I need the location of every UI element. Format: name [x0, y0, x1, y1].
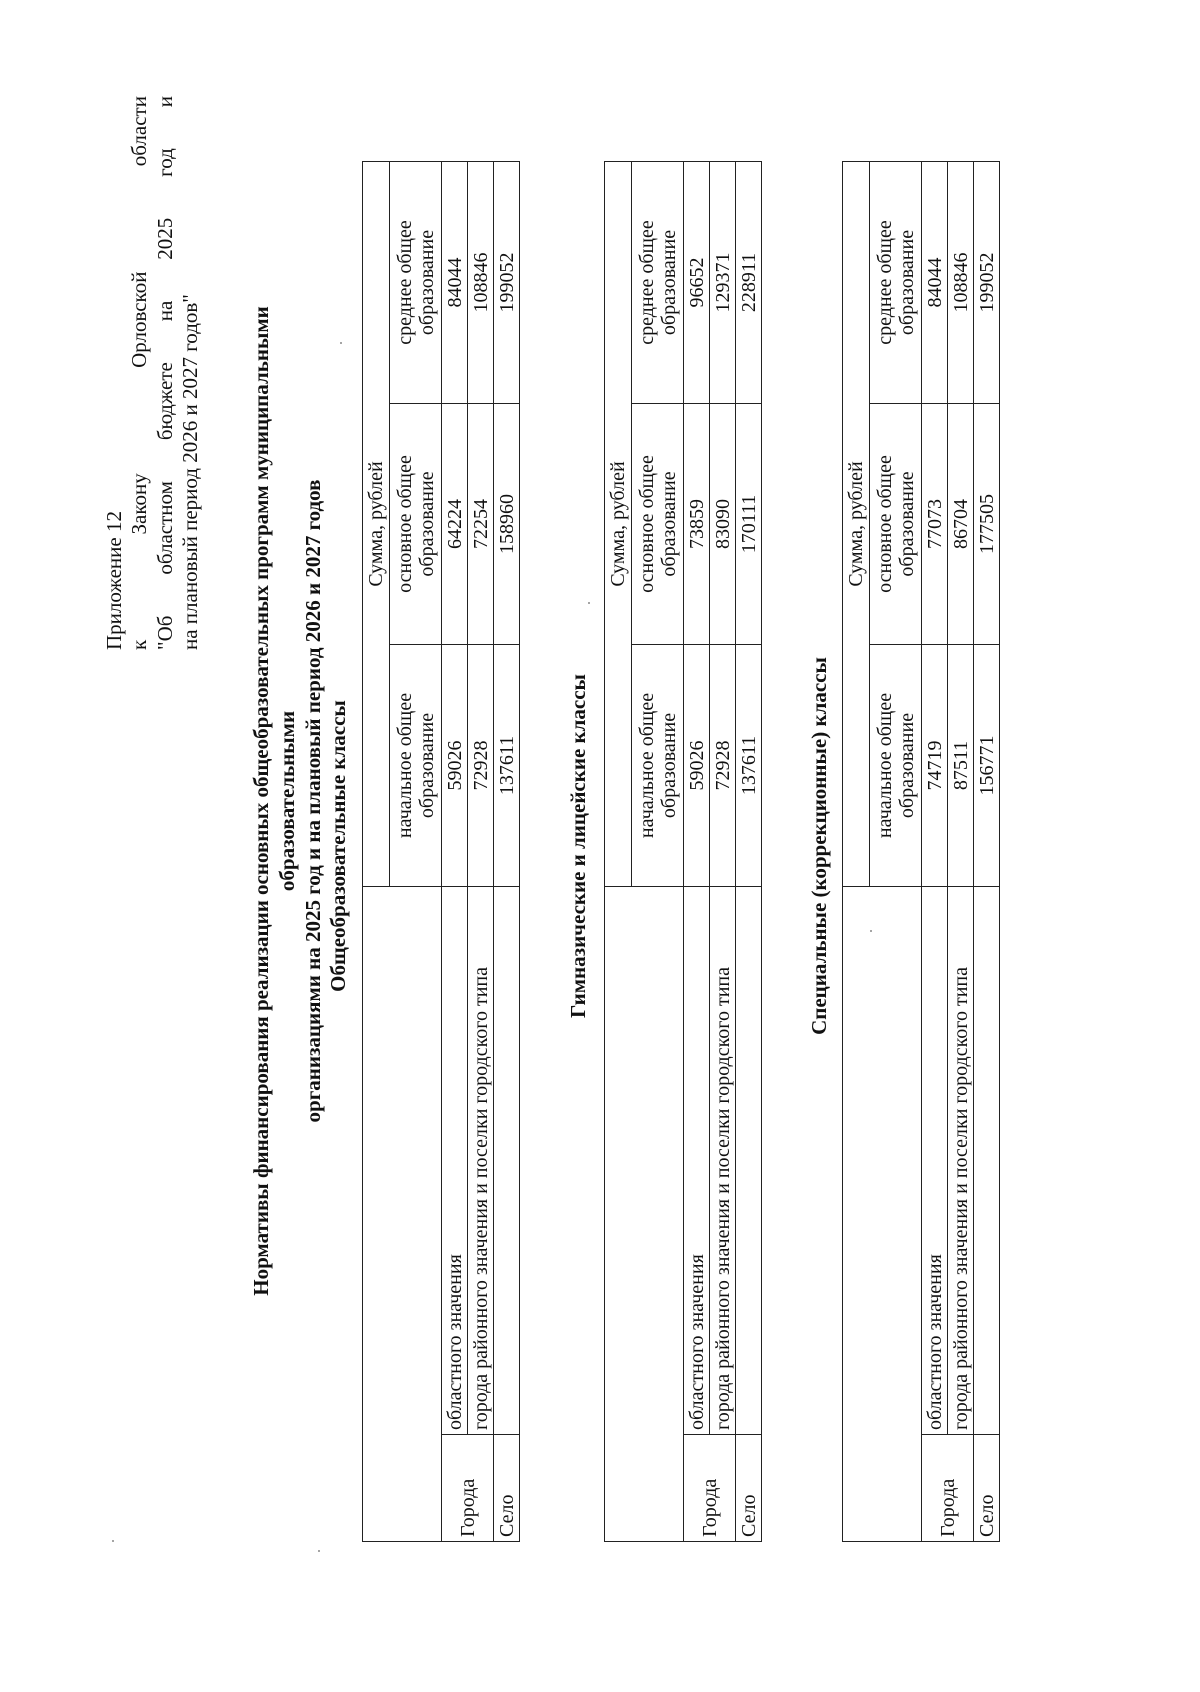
table-row — [710, 162, 736, 1542]
sum-header: Сумма, рублей — [605, 162, 632, 887]
column-header-secondary: среднее общее образование — [390, 162, 442, 404]
annex-law-line — [127, 96, 152, 650]
scan-speck — [112, 1540, 114, 1542]
value-cell: 59026 — [442, 645, 468, 887]
table-row — [468, 162, 494, 1542]
value-cell: 84044 — [922, 162, 948, 404]
section-title-gymnasium: Гимназические и лицейские классы — [566, 674, 590, 1018]
table-row — [494, 162, 520, 1542]
value-cell: 72928 — [468, 645, 494, 887]
value-cell: 137611 — [736, 645, 762, 887]
value-cell: 59026 — [684, 645, 710, 887]
column-header-basic: основное общее образование — [632, 404, 684, 645]
row-label: областного значения — [442, 887, 468, 1435]
column-header-primary: начальное общее образование — [390, 645, 442, 887]
value-cell: 72928 — [710, 645, 736, 887]
row-group-cities: Города — [442, 1435, 494, 1542]
row-label: города районного значения и поселки городского типа — [468, 887, 494, 1435]
table-row — [974, 162, 1000, 1542]
row-label: областного значения — [684, 887, 710, 1435]
scan-speck — [318, 1550, 320, 1552]
value-cell: 129371 — [710, 162, 736, 404]
value-cell: 96652 — [684, 162, 710, 404]
column-header-secondary: среднее общее образование — [870, 162, 922, 404]
document-title-line1: Нормативы финансирования реализации основных общеобразовательных программ муниципальными образовательными — [249, 306, 299, 1296]
table-corner-cell — [843, 887, 922, 1542]
document-title-line2: организациями на 2025 год и на плановый период 2026 и 2027 годов — [301, 479, 325, 1123]
value-cell: 156771 — [974, 645, 1000, 887]
value-cell: 87511 — [948, 645, 974, 887]
value-cell: 108846 — [468, 162, 494, 404]
value-cell: 170111 — [736, 404, 762, 645]
annex-word-orel: Орловской — [127, 271, 152, 368]
row-label-village: Село — [974, 1435, 1000, 1542]
value-cell: 228911 — [736, 162, 762, 404]
empty-cell — [736, 887, 762, 1435]
norms-table-gymnasium — [604, 161, 762, 1542]
column-header-basic: основное общее образование — [870, 404, 922, 645]
empty-cell — [494, 887, 520, 1435]
value-cell: 64224 — [442, 404, 468, 645]
column-header-basic: основное общее образование — [390, 404, 442, 645]
table-corner-cell — [605, 887, 684, 1542]
row-label-village: Село — [736, 1435, 762, 1542]
table-row — [442, 162, 468, 1542]
value-cell: 199052 — [494, 162, 520, 404]
empty-cell — [974, 887, 1000, 1435]
annex-header — [102, 96, 203, 650]
annex-word-k: к — [127, 639, 152, 650]
document-title — [248, 216, 326, 1386]
scan-speck — [870, 930, 872, 932]
value-cell: 199052 — [974, 162, 1000, 404]
annex-word-law: Закону — [127, 473, 152, 535]
column-header-primary: начальное общее образование — [632, 645, 684, 887]
table-row — [684, 162, 710, 1542]
value-cell: 86704 — [948, 404, 974, 645]
value-cell: 74719 — [922, 645, 948, 887]
row-group-cities: Города — [684, 1435, 736, 1542]
value-cell: 177505 — [974, 404, 1000, 645]
annex-word-region: области — [127, 96, 152, 167]
column-header-secondary: среднее общее образование — [632, 162, 684, 404]
sum-header: Сумма, рублей — [363, 162, 390, 887]
value-cell: 72254 — [468, 404, 494, 645]
value-cell: 84044 — [442, 162, 468, 404]
value-cell: 108846 — [948, 162, 974, 404]
value-cell: 73859 — [684, 404, 710, 645]
section-title-special: Специальные (коррекционные) классы — [807, 657, 831, 1035]
row-label: города районного значения и поселки городского типа — [710, 887, 736, 1435]
annex-law-title-line1: "Об областном бюджете на 2025 год и — [152, 96, 177, 650]
table-row — [948, 162, 974, 1542]
value-cell: 77073 — [922, 404, 948, 645]
annex-law-title-line2: на плановый период 2026 и 2027 годов" — [177, 294, 202, 650]
row-label: областного значения — [922, 887, 948, 1435]
scan-speck — [588, 602, 590, 604]
norms-table-general — [362, 161, 520, 1542]
row-label-village: Село — [494, 1435, 520, 1542]
value-cell: 83090 — [710, 404, 736, 645]
row-group-cities: Города — [922, 1435, 974, 1542]
section-title-general: Общеобразовательные классы — [326, 700, 350, 992]
scan-speck — [340, 342, 342, 344]
value-cell: 137611 — [494, 645, 520, 887]
row-label: города районного значения и поселки городского типа — [948, 887, 974, 1435]
column-header-primary: начальное общее образование — [870, 645, 922, 887]
sum-header: Сумма, рублей — [843, 162, 870, 887]
table-row — [736, 162, 762, 1542]
table-row — [922, 162, 948, 1542]
value-cell: 158960 — [494, 404, 520, 645]
norms-table-special — [842, 161, 1000, 1542]
table-corner-cell — [363, 887, 442, 1542]
annex-number: Приложение 12 — [102, 511, 126, 650]
